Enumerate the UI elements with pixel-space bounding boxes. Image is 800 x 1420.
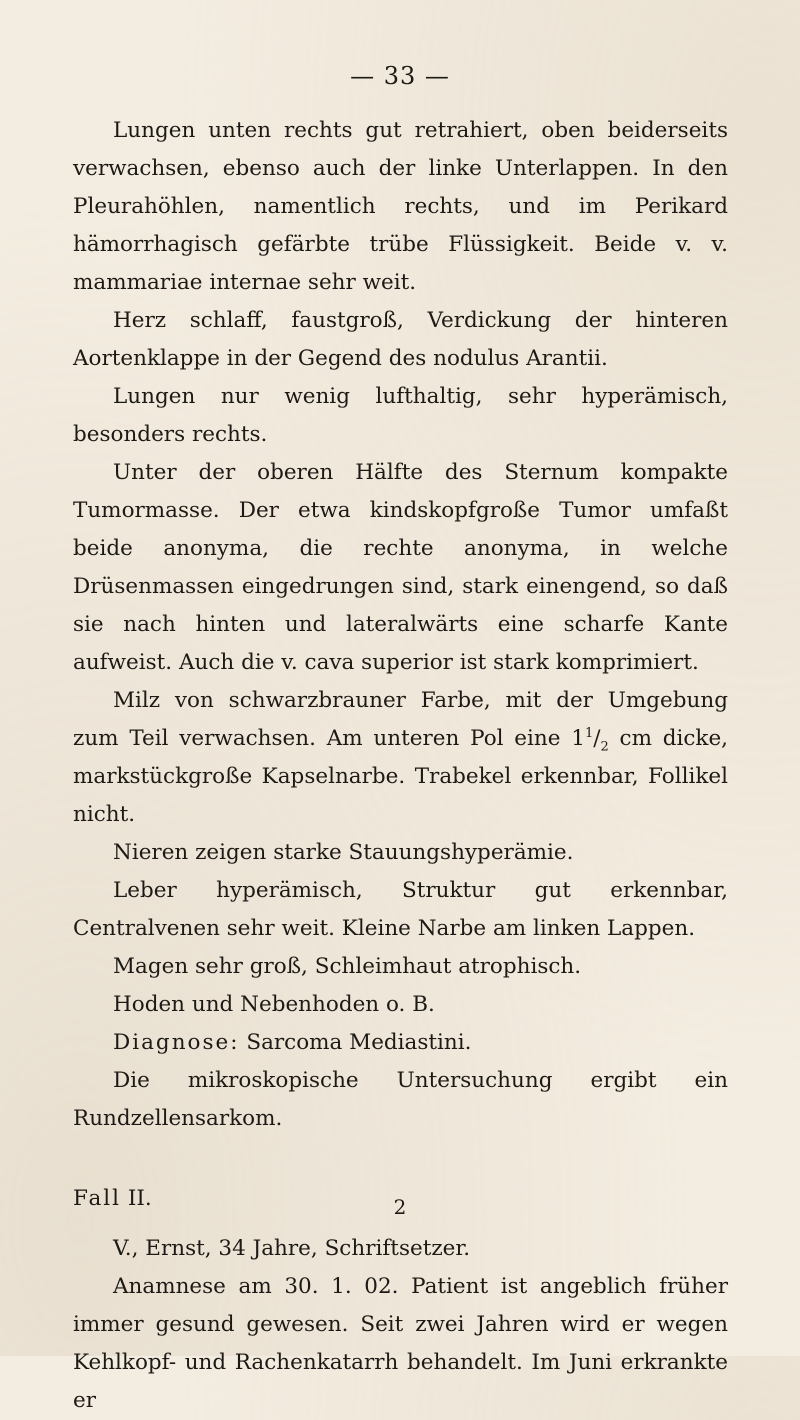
paragraph-anamnese: Anamnese am 30. 1. 02. Patient ist angeblich früher immer gesund gewesen. Seit zwei Jahren wird er wegen Kehlkopf- und Rachenkatarrh behandelt. Im Juni erkrankte er [73, 1274, 728, 1413]
fraction-denominator: 2 [600, 739, 609, 755]
milz-text-after: cm dicke, markstückgroße Kapselnarbe. Trabekel erkennbar, Follikel nicht. [73, 726, 728, 827]
paragraph-hoden: Hoden und Nebenhoden o. B. [113, 992, 435, 1017]
paragraph-mikroskopie: Die mikroskopische Untersuchung ergibt ein Rundzellensarkom. [73, 1068, 728, 1131]
fraction-numerator: 1 [584, 725, 594, 741]
milz-text-before: Milz von schwarzbrauner Farbe, mit der Umgebung zum Teil verwachsen. Am unteren Pol eine 1 [73, 688, 728, 751]
page-number: — 33 — [350, 62, 450, 90]
paragraph-nieren: Nieren zeigen starke Stauungshyperämie. [113, 840, 574, 865]
signature-mark: 2 [393, 1195, 407, 1219]
paragraph-lungen-lufthaltig: Lungen nur wenig lufthaltig, sehr hyperämisch, besonders rechts. [73, 384, 728, 447]
diagnose-label: Diagnose: [113, 1030, 240, 1055]
body-text [73, 112, 728, 1420]
paragraph-herz: Herz schlaff, faustgroß, Verdickung der hinteren Aortenklappe in der Gegend des nodulus Arantii. [73, 308, 728, 371]
paragraph-tumor: Unter der oberen Hälfte des Sternum kompakte Tumormasse. Der etwa kindskopfgroße Tumor umfaßt beide anonyma, die rechte anonyma, in welche Drüsenmassen eingedrungen sind, stark einengend, so daß sie nach hinten und lateralwärts eine scharfe Kante aufweist. Auch die v. cava superior ist stark komprimiert. [73, 460, 728, 675]
paragraph-milz: Milz von schwarzbrauner Farbe, mit der Umgebung zum Teil verwachsen. Am unteren Pol eine $1^1/_2$ cm dicke, markstückgroße Kapselnarbe. Trabekel erkennbar, Follikel nicht. [73, 688, 728, 827]
diagnose-text: Sarcoma Mediastini. [239, 1030, 472, 1055]
case-heading-number: II. [121, 1186, 152, 1211]
paragraph-lungen-unten: Lungen unten rechts gut retrahiert, oben beiderseits verwachsen, ebenso auch der linke Unterlappen. In den Pleurahöhlen, namentlich rechts, und im Perikard hämorrhagisch gefärbte trübe Flüssigkeit. Beide v. v. mammariae internae sehr weit. [73, 118, 728, 295]
paragraph-magen: Magen sehr groß, Schleimhaut atrophisch. [113, 954, 582, 979]
paragraph-leber: Leber hyperämisch, Struktur gut erkennbar, Centralvenen sehr weit. Kleine Narbe am linken Lappen. [73, 878, 728, 941]
case-heading-label: Fall [73, 1186, 122, 1211]
paragraph-patient: V., Ernst, 34 Jahre, Schriftsetzer. [113, 1236, 471, 1261]
paragraph-diagnose [73, 1024, 728, 1062]
